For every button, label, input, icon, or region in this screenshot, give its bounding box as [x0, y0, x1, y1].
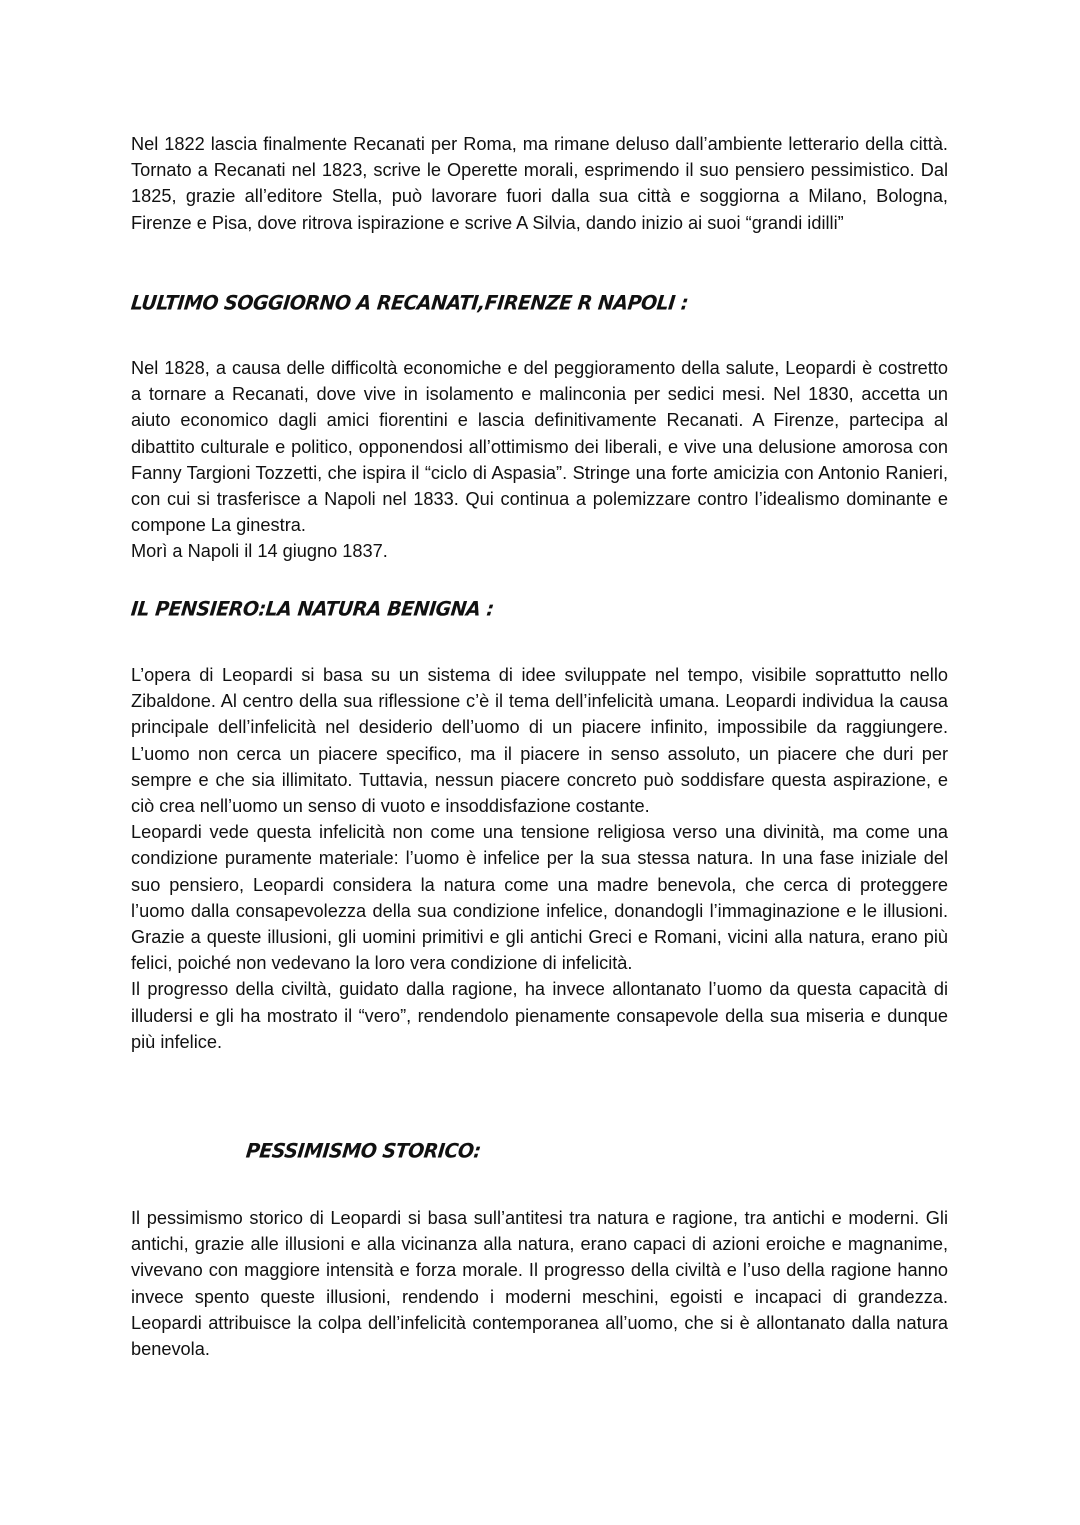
heading-ultimo-soggiorno: LULTIMO SOGGIORNO A RECANATI,FIRENZE R NAPOLI : [129, 291, 690, 315]
paragraph-ultimo-soggiorno: Nel 1828, a causa delle difficoltà economiche e del peggioramento della salute, Leopardi è costretto a tornare a Recanati, dove vive in isolamento e malinconia per sedici mesi. Nel 1830, accetta un aiuto economico dagli amici fiorentini e lascia definitivamente Recanati. A Firenze, partecipa al dibattito culturale e politico, opponendosi all’ottimismo dei liberali, e vive una delusione amorosa con Fanny Targioni Tozzetti, che ispira il “ciclo di Aspasia”. Stringe una forte amicizia con Antonio Ranieri, con cui si trasferisce a Napoli nel 1833. Qui continua a polemizzare contro l’idealismo dominante e compone La ginestra. [131, 358, 948, 536]
heading-pensiero-natura-benigna: IL PENSIERO:LA NATURA BENIGNA : [129, 597, 495, 621]
heading-pessimismo-storico: PESSIMISMO STORICO: [244, 1139, 482, 1163]
section-pensiero-body [131, 662, 948, 1055]
paragraph-natura-madre: Leopardi vede questa infelicità non come una tensione religiosa verso una divinità, ma come una condizione puramente materiale: l’uomo è infelice per la sua stessa natura. In una fase iniziale del suo pensiero, Leopardi considera la natura come una madre benevola, che cerca di proteggere l’uomo dalla consapevolezza della sua condizione infelice, donandogli l’immaginazione e le illusioni. Grazie a queste illusioni, gli uomini primitivi e gli antichi Greci e Romani, vicini alla natura, erano più felici, poiché non vedevano la loro vera condizione di infelicità. [131, 822, 948, 974]
section-ultimo-soggiorno-body [131, 355, 948, 565]
paragraph-progresso: Il progresso della civiltà, guidato dalla ragione, ha invece allontanato l’uomo da questa capacità di illudersi e gli ha mostrato il “vero”, rendendolo pienamente consapevole della sua miseria e dunque più infelice. [131, 979, 948, 1052]
paragraph-roma-recanati: Nel 1822 lascia finalmente Recanati per Roma, ma rimane deluso dall’ambiente letterario della città. Tornato a Recanati nel 1823, scrive le Operette morali, esprimendo il suo pensiero pessimistico. Dal 1825, grazie all’editore Stella, può lavorare fuori dalla sua città e soggiorna a Milano, Bologna, Firenze e Pisa, dove ritrova ispirazione e scrive A Silvia, dando inizio ai suoi “grandi idilli” [131, 134, 948, 233]
paragraph-pessimismo-storico: Il pessimismo storico di Leopardi si basa sull’antitesi tra natura e ragione, tra antichi e moderni. Gli antichi, grazie alle illusioni e alla vicinanza alla natura, erano capaci di azioni eroiche e magnanime, vivevano con maggiore intensità e forza morale. Il progresso della civiltà e l’uso della ragione hanno invece spento queste illusioni, rendendo i moderni meschini, egoisti e incapaci di grandezza. Leopardi attribuisce la colpa dell’infelicità contemporanea all’uomo, che si è allontanato dalla natura benevola. [131, 1208, 948, 1360]
paragraph-infelicita: L’opera di Leopardi si basa su un sistema di idee sviluppate nel tempo, visibile soprattutto nello Zibaldone. Al centro della sua riflessione c’è il tema dell’infelicità umana. Leopardi individua la causa principale dell’infelicità nel desiderio dell’uomo di un piacere infinito, impossibile da raggiungere. L’uomo non cerca un piacere specifico, ma il piacere in senso assoluto, un piacere che duri per sempre e che sia illimitato. Tuttavia, nessun piacere concreto può soddisfare questa aspirazione, e ciò crea nell’uomo un senso di vuoto e insoddisfazione costante. [131, 665, 948, 817]
paragraph-morte: Morì a Napoli il 14 giugno 1837. [131, 541, 388, 562]
